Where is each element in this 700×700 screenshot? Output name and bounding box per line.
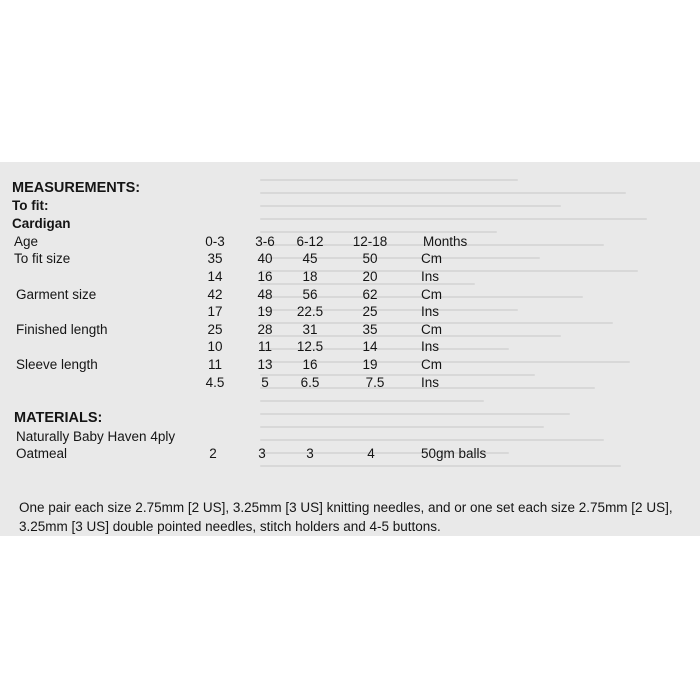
row-value: 25 xyxy=(207,322,223,337)
row-value: 7.5 xyxy=(365,375,385,390)
to-fit-label: To fit: xyxy=(12,198,49,213)
row-label: Garment size xyxy=(16,287,97,302)
row-value: 13 xyxy=(257,357,273,372)
row-unit: Ins xyxy=(421,375,440,390)
yarn-colour: Oatmeal xyxy=(16,446,68,461)
row-unit: Cm xyxy=(421,357,442,372)
row-label: Age xyxy=(14,234,39,249)
pattern-page xyxy=(0,162,700,536)
row-value: 50 xyxy=(362,251,378,266)
row-value: 20 xyxy=(362,269,378,284)
row-value: 16 xyxy=(302,357,318,372)
yarn-quantity: 2 xyxy=(209,446,217,461)
yarn-unit: 50gm balls xyxy=(421,446,487,461)
row-value: 3-6 xyxy=(255,234,275,249)
row-unit: Months xyxy=(423,234,468,249)
materials-heading: MATERIALS: xyxy=(14,410,103,426)
row-value: 12.5 xyxy=(296,339,324,354)
row-unit: Ins xyxy=(421,269,440,284)
row-value: 17 xyxy=(207,304,223,319)
row-unit: Ins xyxy=(421,304,440,319)
row-value: 62 xyxy=(362,287,378,302)
row-value: 6-12 xyxy=(296,234,324,249)
row-value: 35 xyxy=(207,251,223,266)
yarn-quantity: 3 xyxy=(306,446,314,461)
row-value: 56 xyxy=(302,287,318,302)
row-value: 19 xyxy=(362,357,378,372)
row-value: 31 xyxy=(302,322,318,337)
row-value: 18 xyxy=(302,269,318,284)
row-unit: Cm xyxy=(421,322,442,337)
row-value: 14 xyxy=(207,269,223,284)
needles-note: One pair each size 2.75mm [2 US], 3.25mm [3 US] knitting needles, and or one set each size 2.75mm [2 US], 3.25mm [3 US] double pointed needles, stitch holders and 4-5 buttons. xyxy=(19,500,673,534)
row-value: 4.5 xyxy=(205,375,225,390)
row-label: Sleeve length xyxy=(16,357,98,372)
row-value: 40 xyxy=(257,251,273,266)
row-unit: Ins xyxy=(421,339,440,354)
row-value: 19 xyxy=(257,304,273,319)
row-value: 0-3 xyxy=(205,234,225,249)
row-value: 45 xyxy=(302,251,318,266)
row-value: 14 xyxy=(362,339,378,354)
row-value: 48 xyxy=(257,287,273,302)
row-value: 11 xyxy=(257,339,272,354)
yarn-quantity: 3 xyxy=(258,446,266,461)
measurements-heading: MEASUREMENTS: xyxy=(12,180,141,196)
row-unit: Cm xyxy=(421,287,442,302)
row-value: 16 xyxy=(257,269,273,284)
row-value: 28 xyxy=(257,322,273,337)
row-value: 5 xyxy=(261,375,269,390)
row-value: 12-18 xyxy=(352,234,388,249)
row-value: 25 xyxy=(362,304,378,319)
yarn-quantity: 4 xyxy=(367,446,375,461)
yarn-name: Naturally Baby Haven 4ply xyxy=(16,429,176,444)
row-unit: Cm xyxy=(421,251,442,266)
row-value: 35 xyxy=(362,322,378,337)
row-value: 11 xyxy=(207,357,222,372)
row-value: 22.5 xyxy=(296,304,324,319)
row-value: 42 xyxy=(207,287,223,302)
row-value: 10 xyxy=(207,339,223,354)
garment-title: Cardigan xyxy=(12,216,71,231)
row-label: Finished length xyxy=(16,322,108,337)
row-value: 6.5 xyxy=(300,375,320,390)
row-label: To fit size xyxy=(14,251,71,266)
